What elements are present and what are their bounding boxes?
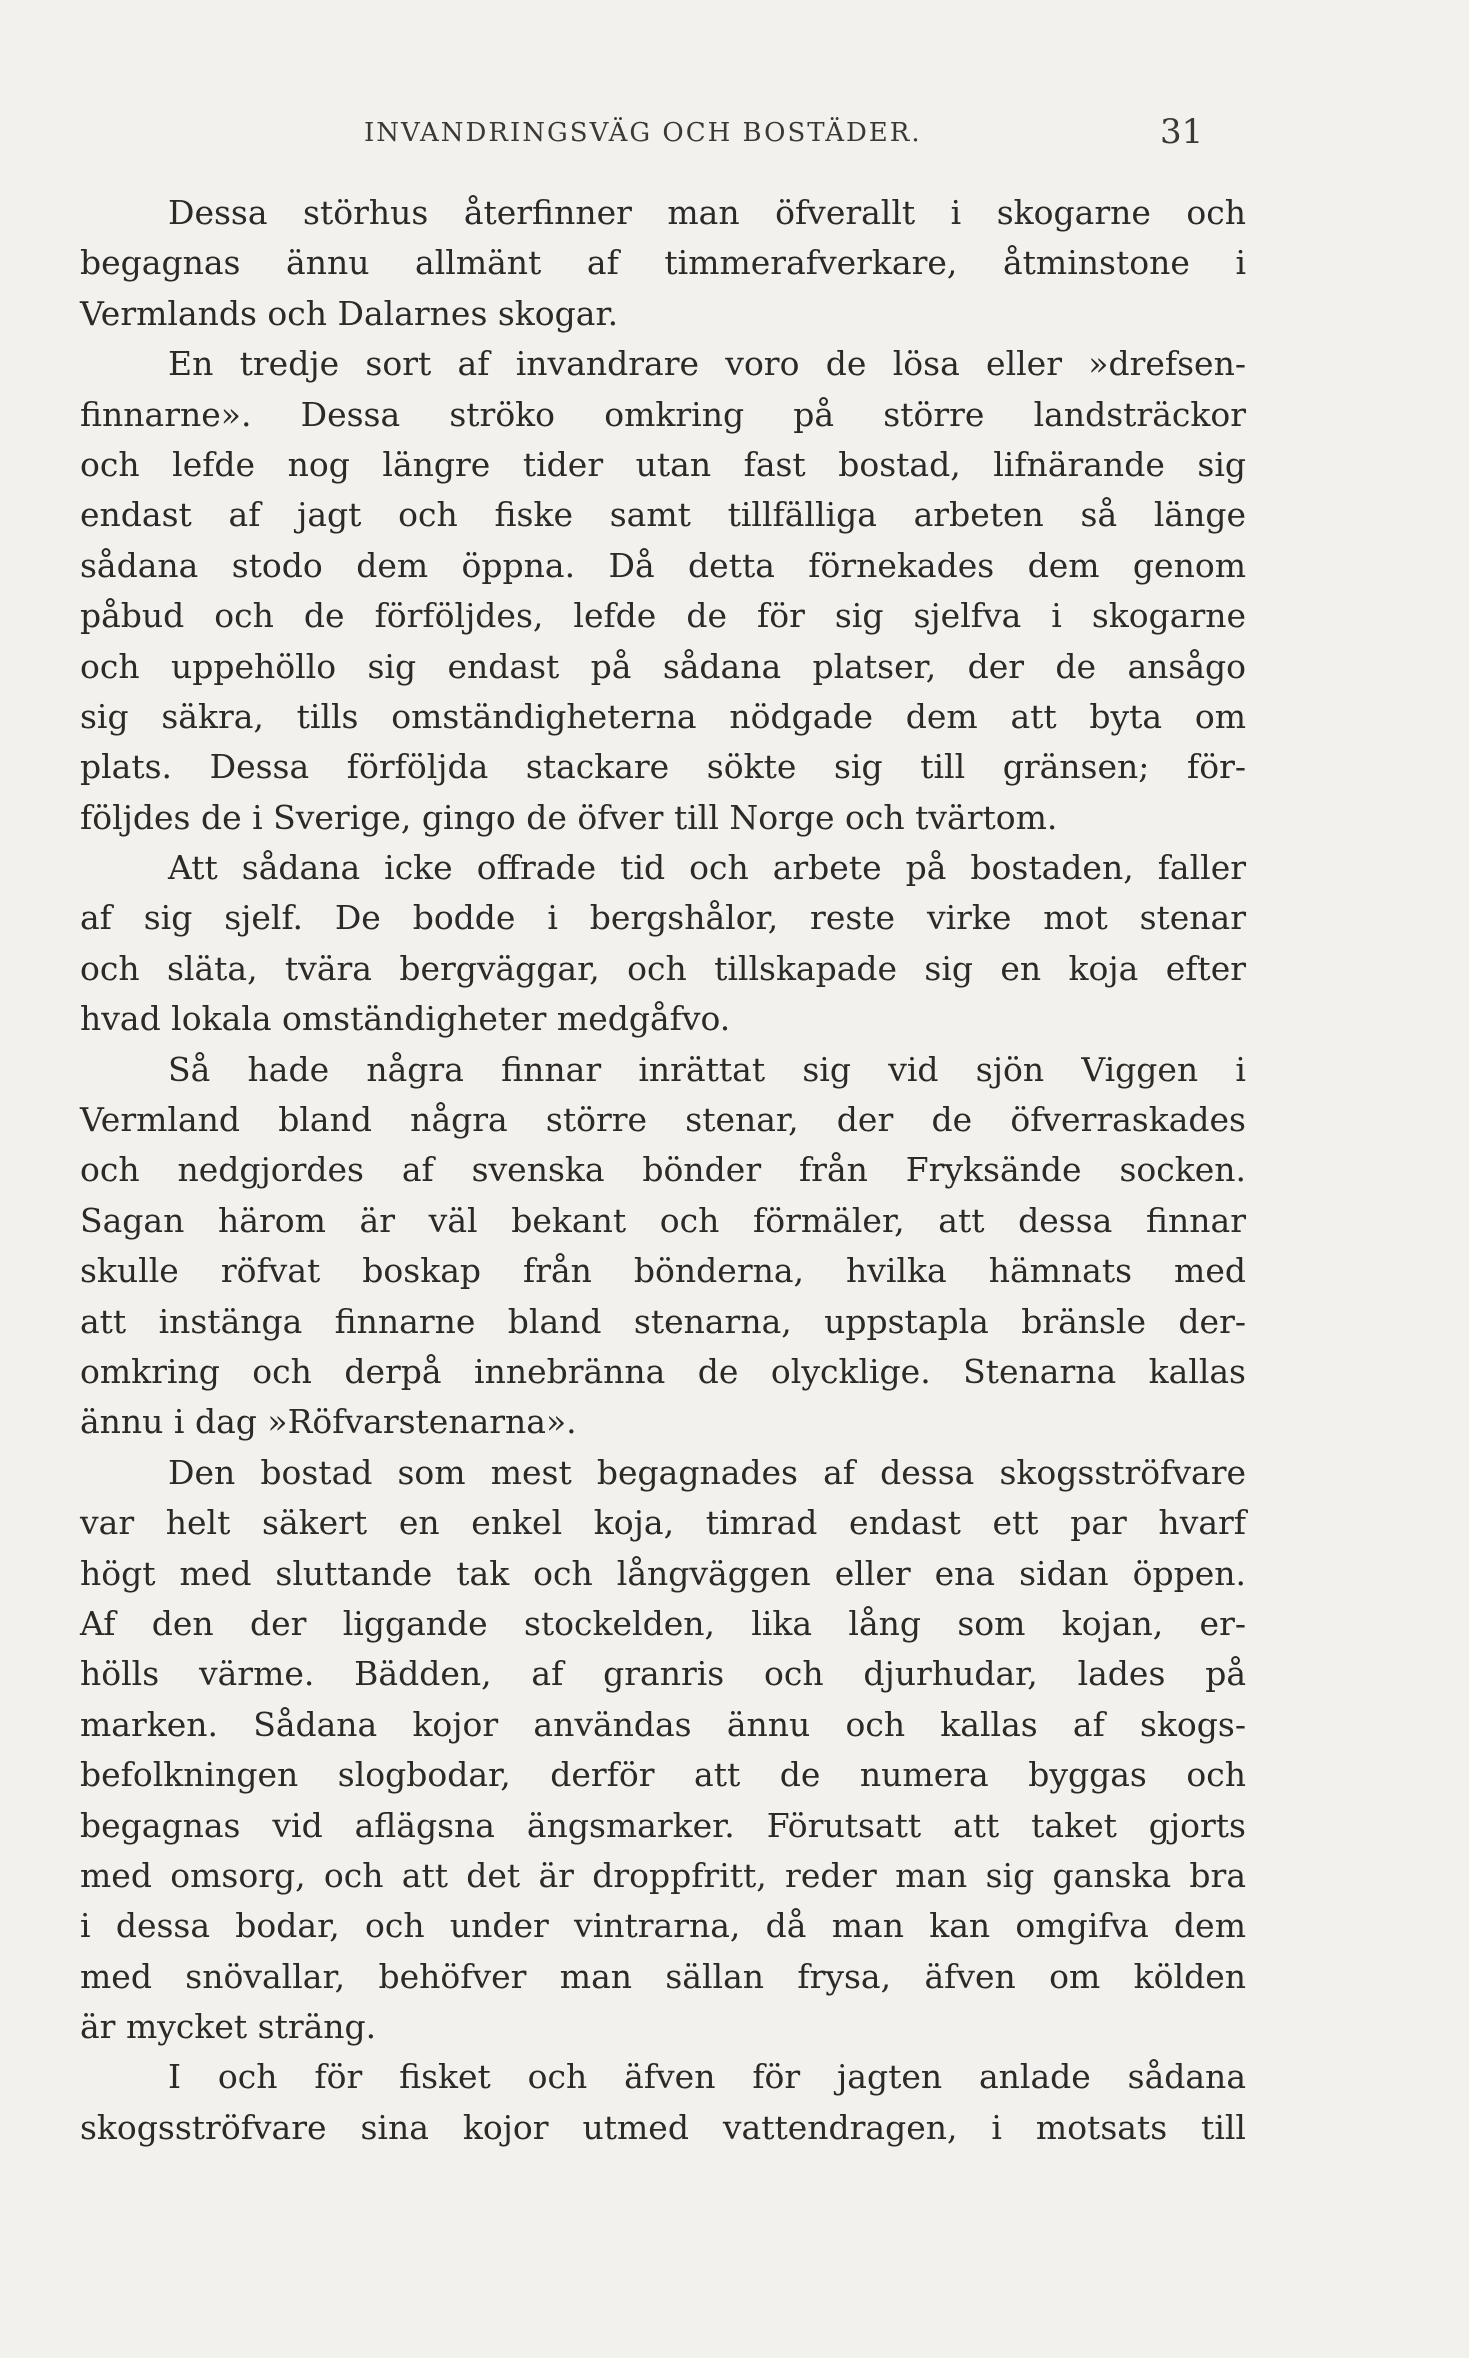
text-line: högt med sluttande tak och långväggen eller ena sidan öppen. — [80, 1553, 1246, 1593]
page-number: 31 — [1160, 112, 1204, 152]
text-line: i dessa bodar, och under vintrarna, då man kan omgifva dem — [80, 1906, 1246, 1946]
text-line: skogsströfvare sina kojor utmed vattendragen, i motsats till — [80, 2107, 1246, 2147]
text-line: var helt säkert en enkel koja, timrad endast ett par hvarf — [80, 1503, 1246, 1543]
text-line: Dessa störhus återfinner man öfverallt i skogarne och — [168, 193, 1246, 232]
text-line: Så hade några finnar inrättat sig vid sjön Viggen i — [168, 1049, 1246, 1089]
text-line: Att sådana icke offrade tid och arbete på bostaden, faller — [168, 848, 1246, 888]
text-line: endast af jagt och fiske samt tillfälliga arbeten så länge — [80, 495, 1246, 535]
text-line: af sig sjelf. De bodde i bergshålor, reste virke mot stenar — [80, 898, 1246, 938]
text-line: skulle röfvat boskap från bönderna, hvilka hämnats med — [80, 1251, 1246, 1291]
text-line: Sagan härom är väl bekant och förmäler, att dessa finnar — [80, 1200, 1246, 1240]
text-line: begagnas ännu allmänt af timmerafverkare, åtminstone i — [80, 243, 1246, 283]
text-line: omkring och derpå innebränna de olycklige. Stenarna kallas — [80, 1351, 1246, 1391]
text-line: sig säkra, tills omständigheterna nödgade dem att byta om — [80, 696, 1246, 736]
text-line: med omsorg, och att det är droppfritt, reder man sig ganska bra — [80, 1855, 1246, 1895]
text-line: följdes de i Sverige, gingo de öfver till Norge och tvärtom. — [80, 797, 1058, 837]
text-line: och uppehöllo sig endast på sådana platser, der de ansågo — [80, 646, 1246, 686]
text-line: att instänga finnarne bland stenarna, uppstapla bränsle der- — [80, 1301, 1246, 1341]
text-line: Den bostad som mest begagnades af dessa skogsströfvare — [168, 1452, 1246, 1492]
text-line: plats. Dessa förföljda stackare sökte sig till gränsen; för- — [80, 747, 1246, 787]
text-line: Vermlands och Dalarnes skogar. — [80, 293, 619, 333]
text-line: hölls värme. Bädden, af granris och djurhudar, lades på — [80, 1654, 1246, 1694]
text-line: begagnas vid aflägsna ängsmarker. Förutsatt att taket gjorts — [80, 1805, 1246, 1845]
text-line: Vermland bland några större stenar, der de öfverraskades — [80, 1100, 1246, 1140]
text-line: sådana stodo dem öppna. Då detta förnekades dem genom — [80, 545, 1246, 585]
text-line: Af den der liggande stockelden, lika lång som kojan, er- — [80, 1603, 1246, 1643]
text-line: marken. Sådana kojor användas ännu och kallas af skogs- — [80, 1704, 1246, 1744]
text-line: och nedgjordes af svenska bönder från Fryksände socken. — [80, 1150, 1246, 1190]
text-line: hvad lokala omständigheter medgåfvo. — [80, 999, 731, 1039]
running-title: INVANDRINGSVÄG OCH BOSTÄDER. — [364, 118, 922, 148]
body-text — [80, 188, 1246, 2153]
text-line: ännu i dag »Röfvarstenarna». — [80, 1402, 577, 1442]
text-line: med snövallar, behöfver man sällan frysa, äfven om kölden — [80, 1956, 1246, 1996]
text-line: I och för fisket och äfven för jagten anlade sådana — [168, 2057, 1246, 2097]
text-line: finnarne». Dessa ströko omkring på större landsträckor — [80, 394, 1246, 434]
text-line: är mycket sträng. — [80, 2007, 377, 2047]
text-line: befolkningen slogbodar, derför att de numera byggas och — [80, 1755, 1246, 1795]
text-line: påbud och de förföljdes, lefde de för sig sjelfva i skogarne — [80, 596, 1246, 636]
text-line: En tredje sort af invandrare voro de lösa eller »drefsen- — [168, 344, 1246, 384]
text-line: och släta, tvära bergväggar, och tillskapade sig en koja efter — [80, 948, 1246, 988]
text-line: och lefde nog längre tider utan fast bostad, lifnärande sig — [80, 444, 1246, 484]
